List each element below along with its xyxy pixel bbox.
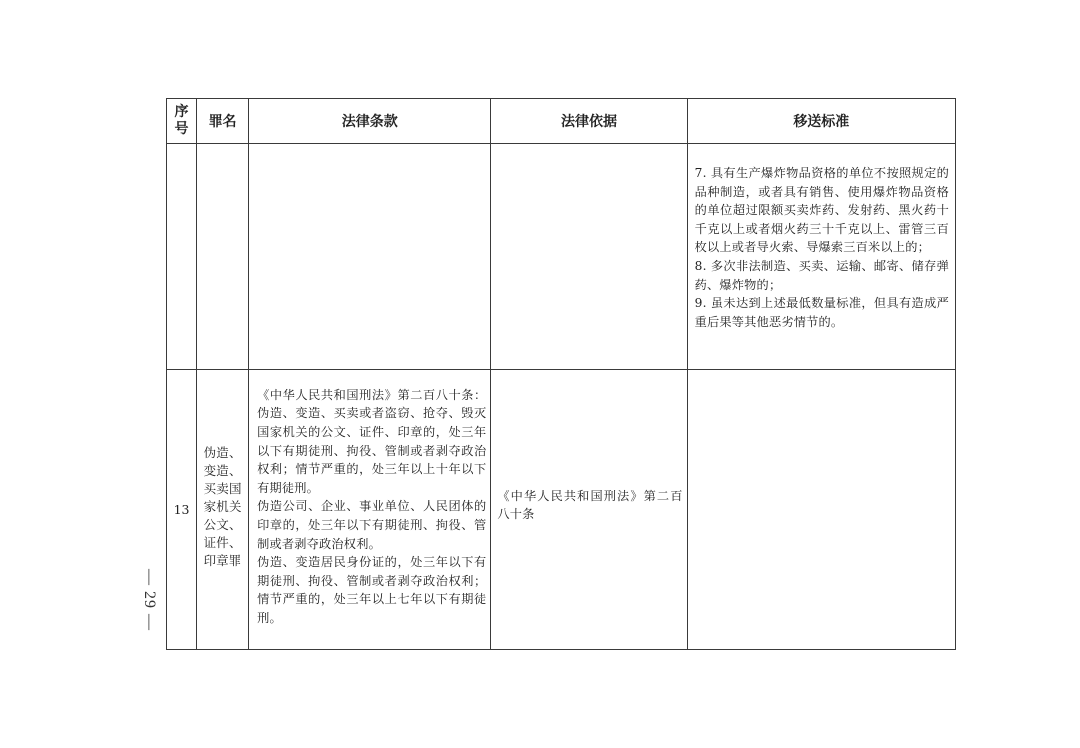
- seq-cell: [167, 144, 197, 370]
- standard-item: 8. 多次非法制造、买卖、运输、邮寄、储存弹药、爆炸物的；: [694, 258, 949, 292]
- law-clause-cell: [249, 369, 491, 649]
- table-row: [167, 369, 956, 649]
- crime-name-text: 伪造、变造、买卖国家机关公文、证件、印章罪: [203, 445, 242, 569]
- crime-name-cell: [197, 369, 249, 649]
- page-number: [134, 565, 164, 635]
- law-paragraph: 伪造、变造居民身份证的，处三年以下有期徒刑、拘役、管制或者剥夺政治权利；情节严重的，处三年以上七年以下有期徒刑。: [257, 555, 487, 626]
- legal-basis-cell: [491, 369, 687, 649]
- header-law-clause: 法律条款: [249, 99, 491, 144]
- transfer-standard-cell: [687, 369, 955, 649]
- legal-basis-cell: [491, 144, 687, 370]
- standard-item: 9. 虽未达到上述最低数量标准，但具有造成严重后果等其他恶劣情节的。: [694, 296, 949, 329]
- legal-basis-text: 《中华人民共和国刑法》第二百八十条: [497, 488, 683, 522]
- law-paragraph: 《中华人民共和国刑法》第二百八十条：伪造、变造、买卖或者盗窃、抢夺、毁灭国家机关的公文、证件、印章的，处三年以下有期徒刑、拘役、管制或者剥夺政治权利；情节严重的，处三年以上十年以下有期徒刑。: [257, 387, 487, 495]
- header-transfer-standard: 移送标准: [687, 99, 955, 144]
- regulation-table: [166, 98, 956, 650]
- law-clause-cell: [249, 144, 491, 370]
- table-row: [167, 144, 956, 370]
- table-header-row: [167, 99, 956, 144]
- header-seq-line1: 序: [174, 104, 189, 120]
- header-crime-name: 罪名: [197, 99, 249, 144]
- transfer-standard-cell: [687, 144, 955, 370]
- page-number-text: — 29 —: [141, 569, 158, 631]
- standard-item: 7. 具有生产爆炸物品资格的单位不按照规定的品种制造，或者具有销售、使用爆炸物品资格的单位超过限额买卖炸药、发射药、黑火药十千克以上或者烟火药三十千克以上、雷管三百枚以上或者导火索、导爆索三百米以上的；: [694, 166, 949, 255]
- header-seq-line2: 号: [174, 121, 189, 137]
- header-seq: [167, 99, 197, 144]
- header-legal-basis: 法律依据: [491, 99, 687, 144]
- law-paragraph: 伪造公司、企业、事业单位、人民团体的印章的，处三年以下有期徒刑、拘役、管制或者剥夺政治权利。: [257, 499, 487, 551]
- seq-cell: 13: [167, 369, 197, 649]
- crime-name-cell: [197, 144, 249, 370]
